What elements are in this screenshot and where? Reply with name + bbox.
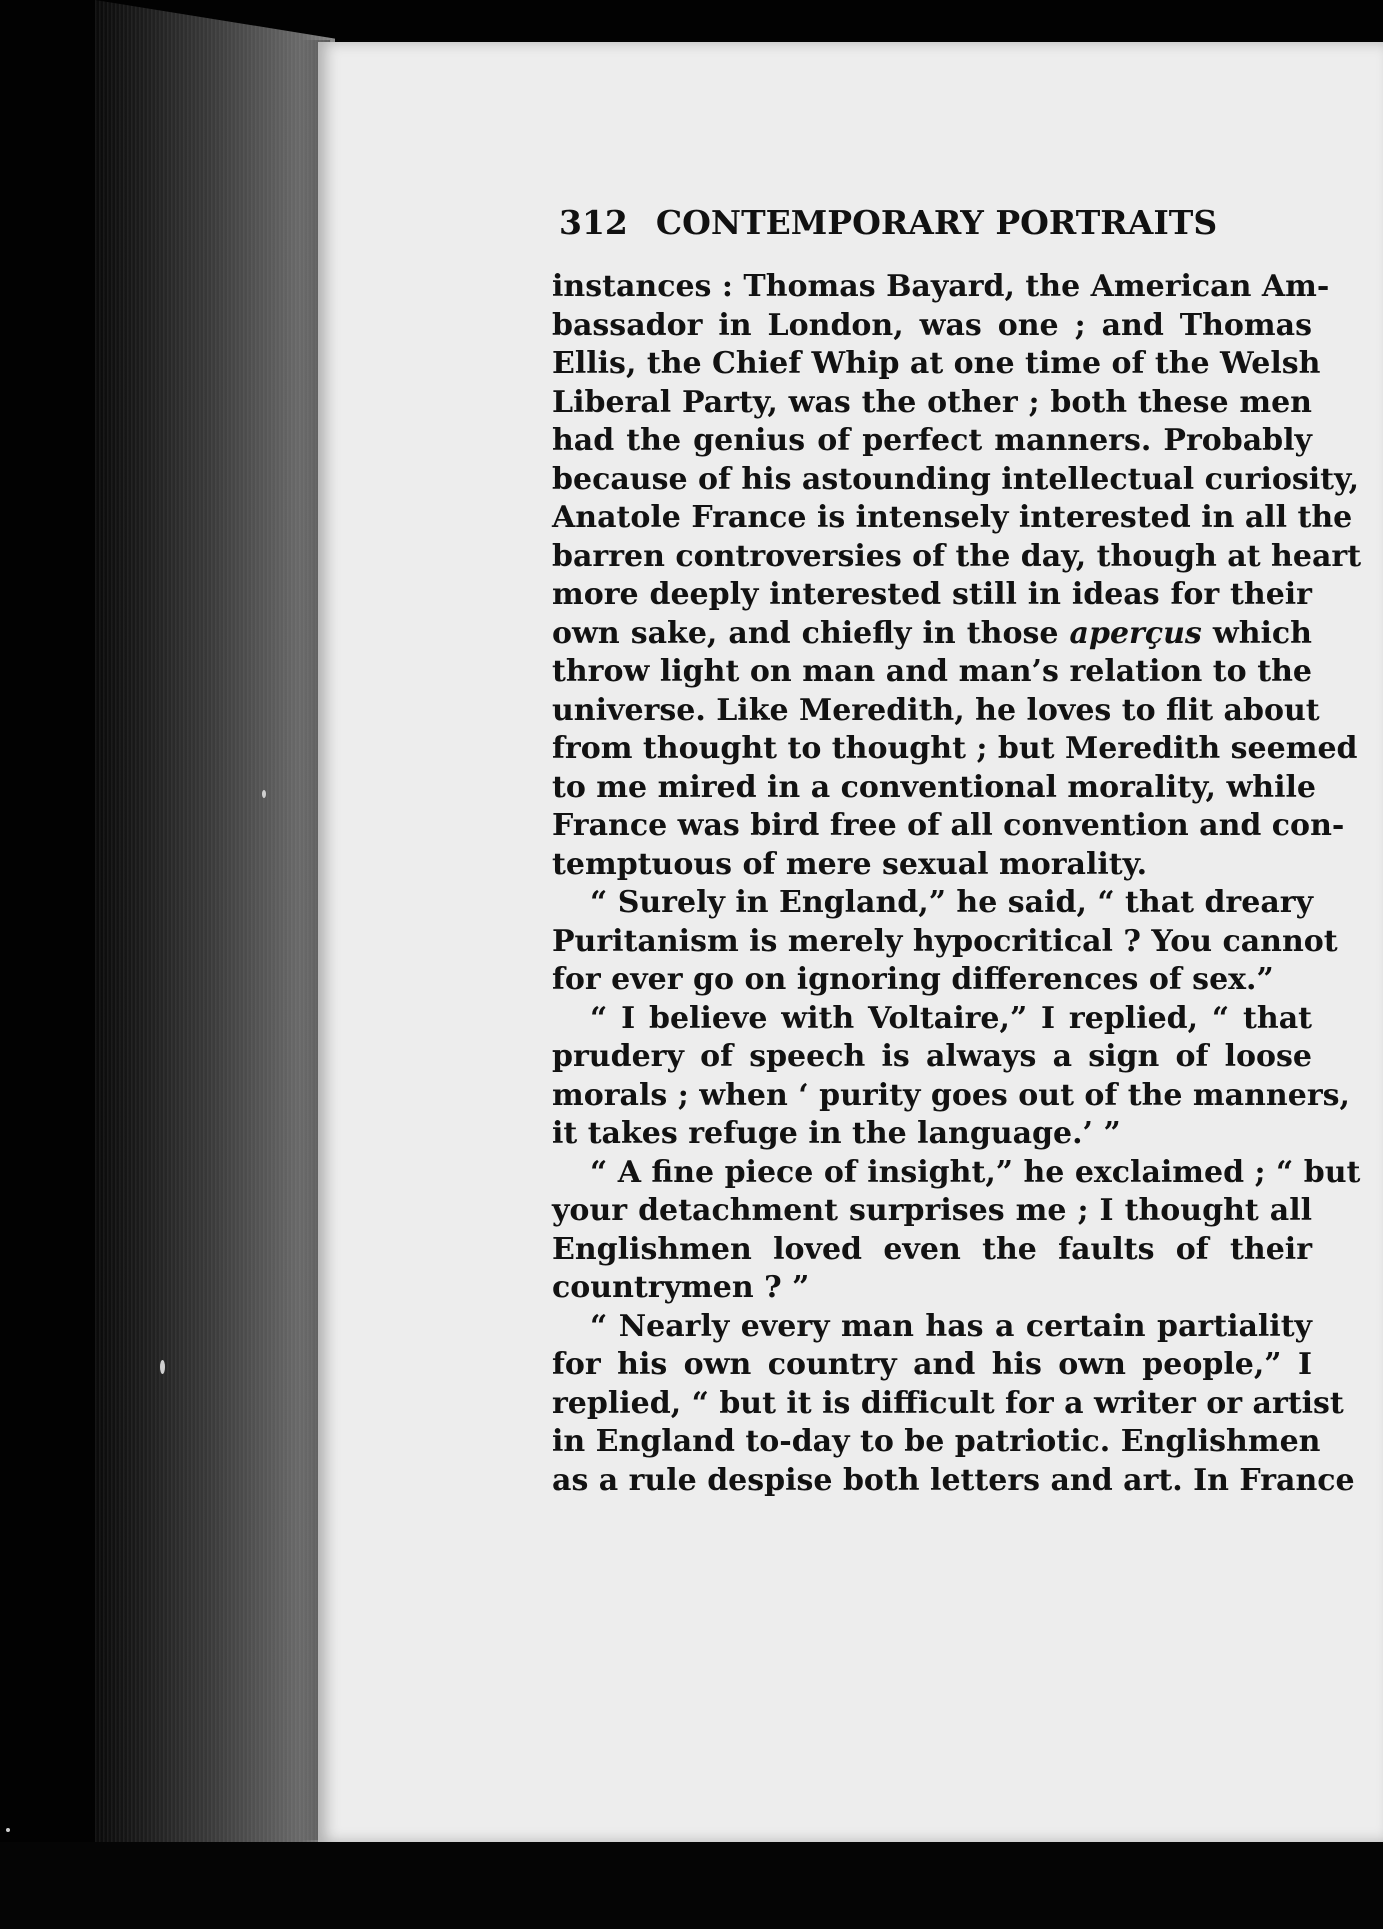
italic-word: aperçus	[1069, 615, 1202, 651]
text-line: Liberal Party, was the other ; both these men	[552, 384, 1312, 420]
text-line: Ellis, the Chief Whip at one time of the Welsh	[552, 346, 1321, 381]
running-head-title: CONTEMPORARY PORTRAITS	[655, 203, 1218, 242]
text-line: “ Nearly every man has a certain partiality	[590, 1308, 1312, 1344]
text-line: more deeply interested still in ideas for their	[552, 577, 1312, 612]
text-line: Anatole France is intensely interested in all the	[552, 500, 1353, 535]
text-line: to me mired in a conventional morality, while	[552, 769, 1316, 805]
text-line: because of his astounding intellectual curiosity,	[552, 461, 1360, 497]
dust-speck	[262, 790, 266, 798]
text-line-with-italic	[552, 615, 1312, 654]
text-line: bassador in London, was one ; and Thomas	[552, 307, 1312, 343]
text-line: had the genius of perfect manners. Probably	[552, 423, 1312, 458]
text-line: for ever go on ignoring differences of sex.”	[552, 962, 1274, 997]
text-line: instances : Thomas Bayard, the American Am-	[552, 269, 1330, 304]
text-line: temptuous of mere sexual morality.	[552, 846, 1148, 882]
text-line: from thought to thought ; but Meredith seemed	[552, 731, 1358, 766]
text-line: in England to-day to be patriotic. Englishmen	[552, 1424, 1321, 1459]
text-line: replied, “ but it is difficult for a writer or artist	[552, 1385, 1344, 1421]
text-line: France was bird free of all convention and con-	[552, 808, 1345, 843]
book-fore-edge	[95, 0, 335, 1929]
text-line: Puritanism is merely hypocritical ? You cannot	[552, 923, 1338, 959]
text-line: morals ; when ‘ purity goes out of the manners,	[552, 1077, 1350, 1113]
page-number: 312	[559, 203, 628, 242]
text-line: as a rule despise both letters and art. In France	[552, 1462, 1355, 1498]
text-line-start: own sake, and chiefly in those	[552, 615, 1059, 651]
text-line: it takes refuge in the language.’ ”	[552, 1116, 1121, 1151]
text-line: prudery of speech is always a sign of loose	[552, 1039, 1312, 1074]
text-line: “ A fine piece of insight,” he exclaimed ; “ but	[590, 1154, 1361, 1190]
text-line: “ Surely in England,” he said, “ that dreary	[590, 885, 1314, 920]
running-head	[559, 203, 1218, 253]
text-line: for his own country and his own people,” I	[552, 1347, 1312, 1382]
text-line-end: which	[1212, 615, 1312, 651]
dust-speck	[160, 1360, 165, 1374]
text-line: Englishmen loved even the faults of their	[552, 1231, 1312, 1267]
text-line: universe. Like Meredith, he loves to flit about	[552, 692, 1320, 728]
text-line: your detachment surprises me ; I thought all	[552, 1193, 1312, 1228]
body-text	[552, 268, 1362, 1500]
text-line: countrymen ? ”	[552, 1270, 810, 1305]
text-line: barren controversies of the day, though at heart	[552, 538, 1362, 574]
dust-speck	[6, 1828, 10, 1832]
text-line: throw light on man and man’s relation to the	[552, 654, 1312, 689]
scan-bottom-border	[0, 1842, 1383, 1929]
text-line: “ I believe with Voltaire,” I replied, “ that	[590, 1000, 1312, 1036]
